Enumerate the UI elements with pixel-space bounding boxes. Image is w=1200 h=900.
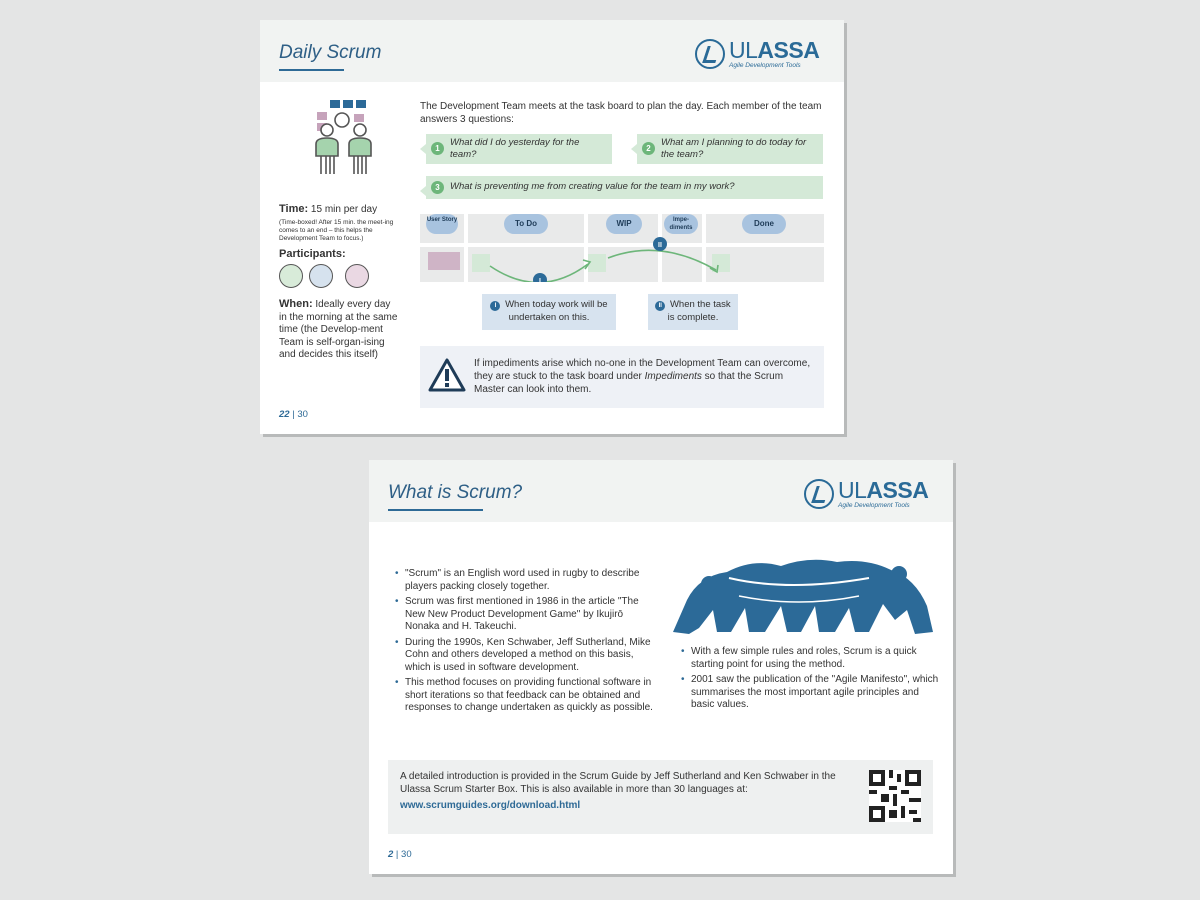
column-header-impediments: Impe-diments [664,214,698,234]
title-underline [279,69,344,71]
info-text: A detailed introduction is provided in the Scrum Guide by Jeff Sutherland and Ken Schwaber in the Ulassa Scrum Starter Box. This is also available in more than 30 languages at: [400,771,836,795]
question-number: 3 [431,181,444,194]
card-title: Daily Scrum [279,42,382,63]
logo-tagline: Agile Development Tools [729,62,801,69]
when-label: When: [279,298,313,310]
scrum-master-icon [309,264,333,288]
scrum-facts-list [395,568,657,718]
warning-icon [428,358,466,392]
logo-wordmark: ULASSA [729,37,820,63]
task-flow-arrows [420,214,824,282]
list-item: • Scrum was first mentioned in 1986 in the article "The New New Product Development Game" by Ikujirō Nonaka and H. Takeuchi. [395,596,657,634]
question-text: What am I planning to do today for the team? [661,137,807,160]
question-bubble-1 [426,134,612,164]
ulassa-logo [804,477,934,513]
title-underline [388,509,483,511]
page-number: 2 | 30 [388,849,412,860]
logo-wordmark: ULASSA [838,477,929,503]
column-header-user-story: User Story [426,214,458,234]
question-text: What is preventing me from creating value for the team in my work? [450,181,735,192]
list-item: • During the 1990s, Ken Schwaber, Jeff Sutherland, Mike Cohn and others developed a method on this basis, which is used in software development. [395,637,657,675]
card-title: What is Scrum? [388,482,523,503]
card-header [260,20,844,82]
question-bubble-3 [426,176,823,199]
card-header [369,460,953,522]
scrum-guide-link[interactable]: www.scrumguides.org/download.html [400,800,581,811]
legend-marker-i [482,294,616,330]
question-bubble-2 [637,134,823,164]
column-header-wip: WIP [606,214,642,234]
logo-tagline: Agile Development Tools [838,502,910,509]
impediments-warning-box [420,346,824,408]
daily-scrum-card [260,20,844,434]
qr-code-icon [869,770,921,822]
page-number: 22 | 30 [279,409,308,420]
marker-ii: II [658,242,662,249]
legend-text: When the task is complete. [667,299,731,323]
product-owner-icon [345,264,369,288]
ulassa-logo [695,37,825,73]
list-item: • This method focuses on providing functional software in short iterations so that feedback can be obtained and responses to change undertaken as quickly as possible. [395,677,657,715]
scrum-guide-info-box [388,760,933,834]
time-note: (Time-boxed! After 15 min. the meet-ing comes to an end – this helps the Development Team to focus.) [279,218,394,242]
what-is-scrum-card [369,460,953,874]
rugby-scrum-illustration [669,548,935,640]
time-value: 15 min per day [310,204,378,215]
legend-text: When today work will be undertaken on this. [505,299,608,323]
warning-text: If impediments arise which no-one in the Development Team can overcome, they are stuck to the task board under Impediments so that the Scrum Master can look into them. [474,358,811,395]
column-header-done: Done [742,214,786,234]
participants-label: Participants: [279,248,346,260]
task-board [420,214,824,282]
scrum-method-list [681,646,941,715]
column-header-to-do: To Do [504,214,548,234]
legend-marker: I [490,301,500,311]
logo-runner-icon [695,39,725,69]
marker-i: I [539,278,541,282]
intro-text: The Development Team meets at the task board to plan the day. Each member of the team answers 3 questions: [420,101,822,125]
question-number: 1 [431,142,444,155]
question-number: 2 [642,142,655,155]
when-value: Ideally every day in the morning at the same time (the Develop-ment Team is self-organ-ising and decides this itself) [279,299,398,360]
development-team-icon [279,264,303,288]
time-label: Time: [279,203,309,215]
list-item: • With a few simple rules and roles, Scrum is a quick starting point for using the method. [681,646,941,671]
list-item: • "Scrum" is an English word used in rugby to describe players packing closely together. [395,568,657,593]
when-section [279,298,399,362]
team-at-board-icon [310,100,380,180]
logo-runner-icon [804,479,834,509]
legend-marker-ii [648,294,738,330]
list-item: • 2001 saw the publication of the "Agile Manifesto", which summarises the most important agile principles and basic values. [681,674,941,712]
participants-icons [279,264,389,292]
question-text: What did I do yesterday for the team? [450,137,580,160]
legend-marker: II [655,301,665,311]
time-section [279,203,399,243]
